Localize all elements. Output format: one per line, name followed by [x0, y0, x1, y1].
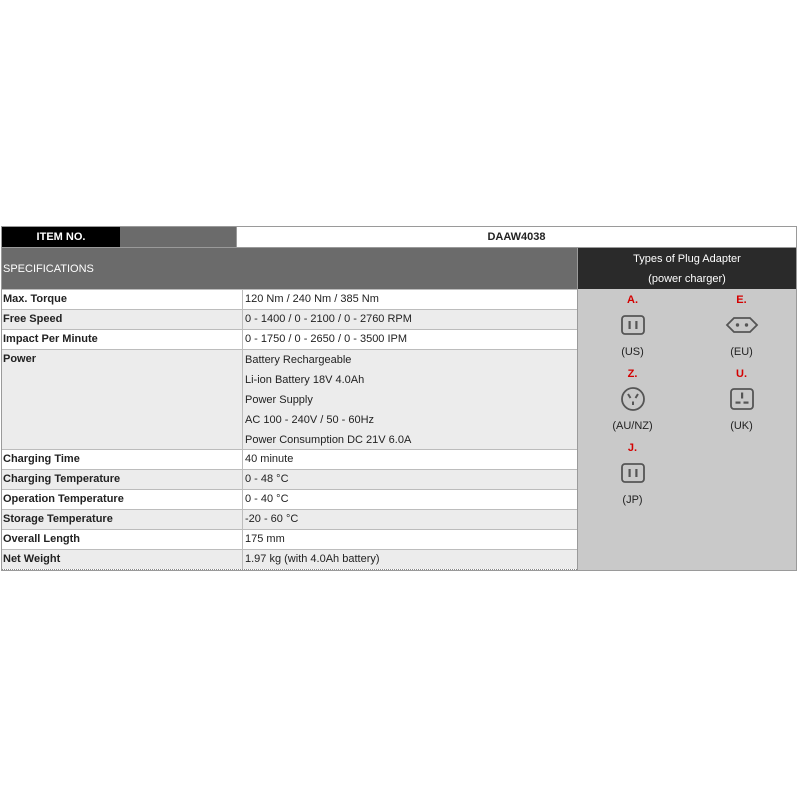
plug-grid: [578, 289, 796, 514]
plug-item-au: [578, 366, 687, 440]
plug-code: A.: [627, 294, 638, 306]
plug-panel: [577, 247, 796, 570]
spec-label: Max. Torque: [3, 293, 67, 305]
spec-row: [2, 509, 577, 529]
spec-row: [2, 349, 577, 449]
spec-label: Power: [2, 350, 242, 449]
plug-name: (US): [621, 346, 644, 358]
spec-label: Charging Temperature: [2, 470, 242, 489]
spec-value-line: Battery Rechargeable: [245, 354, 352, 366]
spec-row: [2, 329, 577, 349]
spec-body: [1, 247, 797, 571]
plug-name: (UK): [730, 420, 753, 432]
spec-label: Net Weight: [2, 550, 242, 569]
plug-code: Z.: [627, 368, 638, 380]
spec-value-line: 120 Nm / 240 Nm / 385 Nm: [245, 293, 379, 305]
spec-label: Charging Time: [3, 453, 80, 465]
spec-value-line: AC 100 - 240V / 50 - 60Hz: [245, 414, 375, 426]
spec-label: Overall Length: [3, 533, 81, 545]
spec-row: [2, 289, 577, 309]
plug-item-uk: [687, 366, 796, 440]
spec-value: [242, 310, 577, 329]
us-plug-icon: [620, 308, 646, 342]
plug-code: E.: [736, 294, 747, 306]
spec-value-line: 40 minute: [245, 453, 294, 465]
spec-label: Impact Per Minute: [3, 333, 98, 345]
item-header-row: [1, 226, 797, 247]
spec-value: [242, 550, 577, 569]
spec-value-line: Li-ion Battery 18V 4.0Ah: [245, 374, 365, 386]
item-no-spacer: [120, 227, 236, 247]
spec-value-line: 175 mm: [245, 533, 285, 545]
spec-value: [242, 290, 577, 309]
spec-row: [2, 549, 577, 570]
spec-value-line: -20 - 60 °C: [245, 513, 299, 525]
spec-row: [2, 449, 577, 469]
plug-heading-line2: (power charger): [648, 272, 726, 285]
plug-name: (JP): [622, 494, 643, 506]
plug-item-eu: [687, 292, 796, 366]
spec-row: [2, 469, 577, 489]
spec-label: Free Speed: [2, 310, 242, 329]
spec-label: Operation Temperature: [3, 493, 124, 505]
plug-item-jp: [578, 440, 687, 514]
spec-value: [242, 450, 577, 469]
plug-name: (EU): [730, 346, 753, 358]
plug-item-us: [578, 292, 687, 366]
spec-table: [2, 247, 577, 570]
specifications-heading: SPECIFICATIONS: [2, 247, 577, 289]
spec-value: [242, 470, 577, 489]
spec-value-line: Power Consumption DC 21V 6.0A: [245, 434, 412, 446]
spec-value: [242, 530, 577, 549]
spec-label: Storage Temperature: [2, 510, 242, 529]
spec-row: [2, 529, 577, 549]
spec-row: [2, 309, 577, 329]
spec-value-line: 1.97 kg (with 4.0Ah battery): [245, 553, 380, 565]
plug-heading: [578, 247, 796, 289]
spec-value: [242, 330, 577, 349]
spec-row: [2, 489, 577, 509]
model-number: DAAW4038: [236, 227, 796, 247]
plug-heading-line1: Types of Plug Adapter: [633, 252, 741, 265]
item-no-label: ITEM NO.: [2, 227, 120, 247]
uk-plug-icon: [729, 382, 755, 416]
spec-value-line: 0 - 48 °C: [245, 473, 289, 485]
spec-value-line: 0 - 1400 / 0 - 2100 / 0 - 2760 RPM: [245, 313, 412, 325]
eu-plug-icon: [725, 308, 759, 342]
jp-plug-icon: [620, 456, 646, 490]
spec-value-line: 0 - 40 °C: [245, 493, 289, 505]
plug-code: J.: [627, 442, 638, 454]
spec-value-line: 0 - 1750 / 0 - 2650 / 0 - 3500 IPM: [245, 333, 408, 345]
spec-rows: [2, 289, 577, 570]
spec-value: [242, 490, 577, 509]
au-plug-icon: [620, 382, 646, 416]
plug-name: (AU/NZ): [612, 420, 653, 432]
plug-code: U.: [736, 368, 747, 380]
spec-value-line: Power Supply: [245, 394, 313, 406]
spec-value: [242, 350, 577, 449]
spec-value: [242, 510, 577, 529]
spec-sheet: [1, 226, 797, 571]
